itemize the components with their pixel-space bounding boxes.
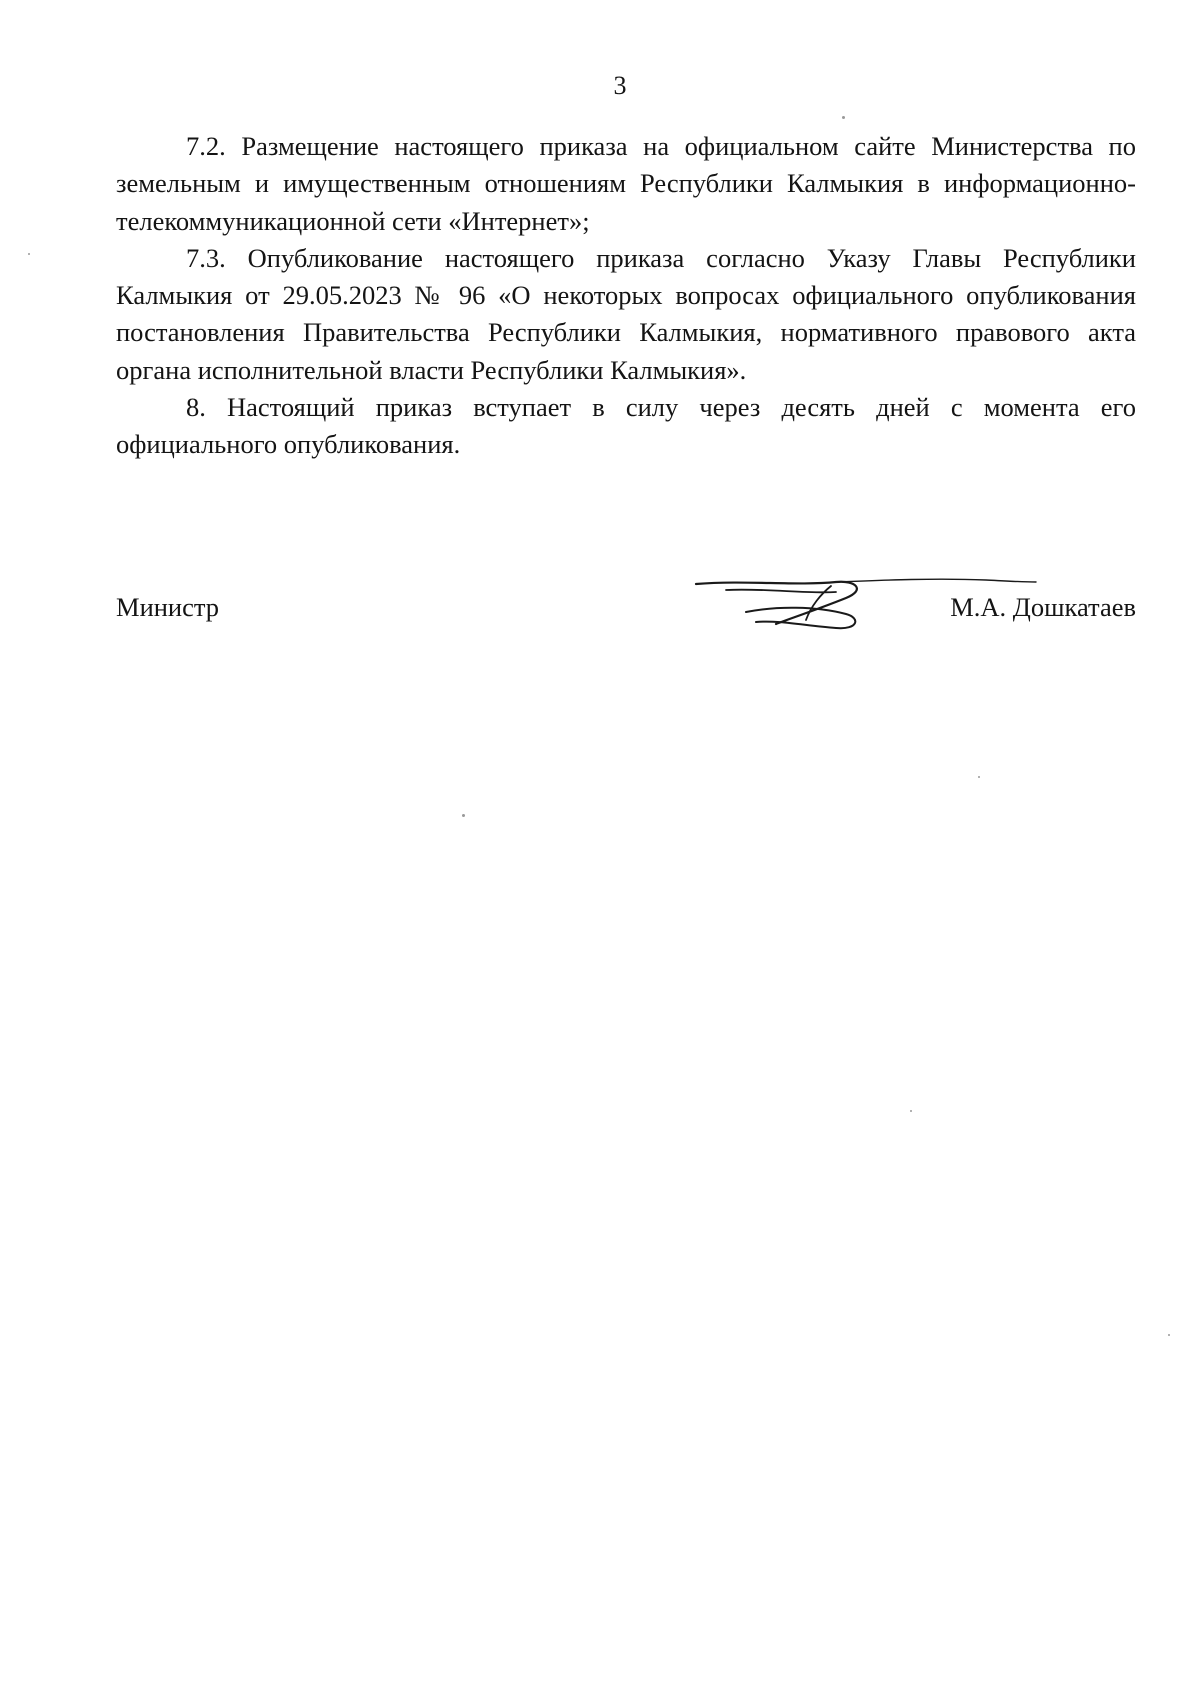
paragraph-8: 8. Настоящий приказ вступает в силу через десять дней с момента его официального опубликования. — [116, 392, 1136, 460]
signer-position: Министр — [116, 592, 220, 622]
signature-block — [116, 590, 1136, 640]
scan-speck — [28, 253, 30, 255]
scan-speck — [842, 116, 845, 119]
scan-speck — [1168, 1334, 1170, 1336]
page-number: 3 — [613, 71, 627, 100]
paragraph-7-2: 7.2. Размещение настоящего приказа на официальном сайте Министерства по земельным и имущественным отношениям Республики Калмыкия в информационно-телекоммуникационной сети «Интернет»; — [116, 131, 1136, 236]
scan-speck — [462, 814, 465, 817]
scan-speck — [910, 1110, 912, 1112]
scan-speck — [978, 776, 980, 778]
signer-name: М.А. Дошкатаев — [950, 592, 1136, 622]
document-body — [116, 128, 1136, 464]
paragraph-7-3: 7.3. Опубликование настоящего приказа согласно Указу Главы Республики Калмыкия от 29.05.2023 № 96 «О некоторых вопросах официального опубликования постановления Правительства Республики Калмыкия, нормативного правового акта органа исполнительной власти Республики Калмыкия». — [116, 242, 1136, 385]
